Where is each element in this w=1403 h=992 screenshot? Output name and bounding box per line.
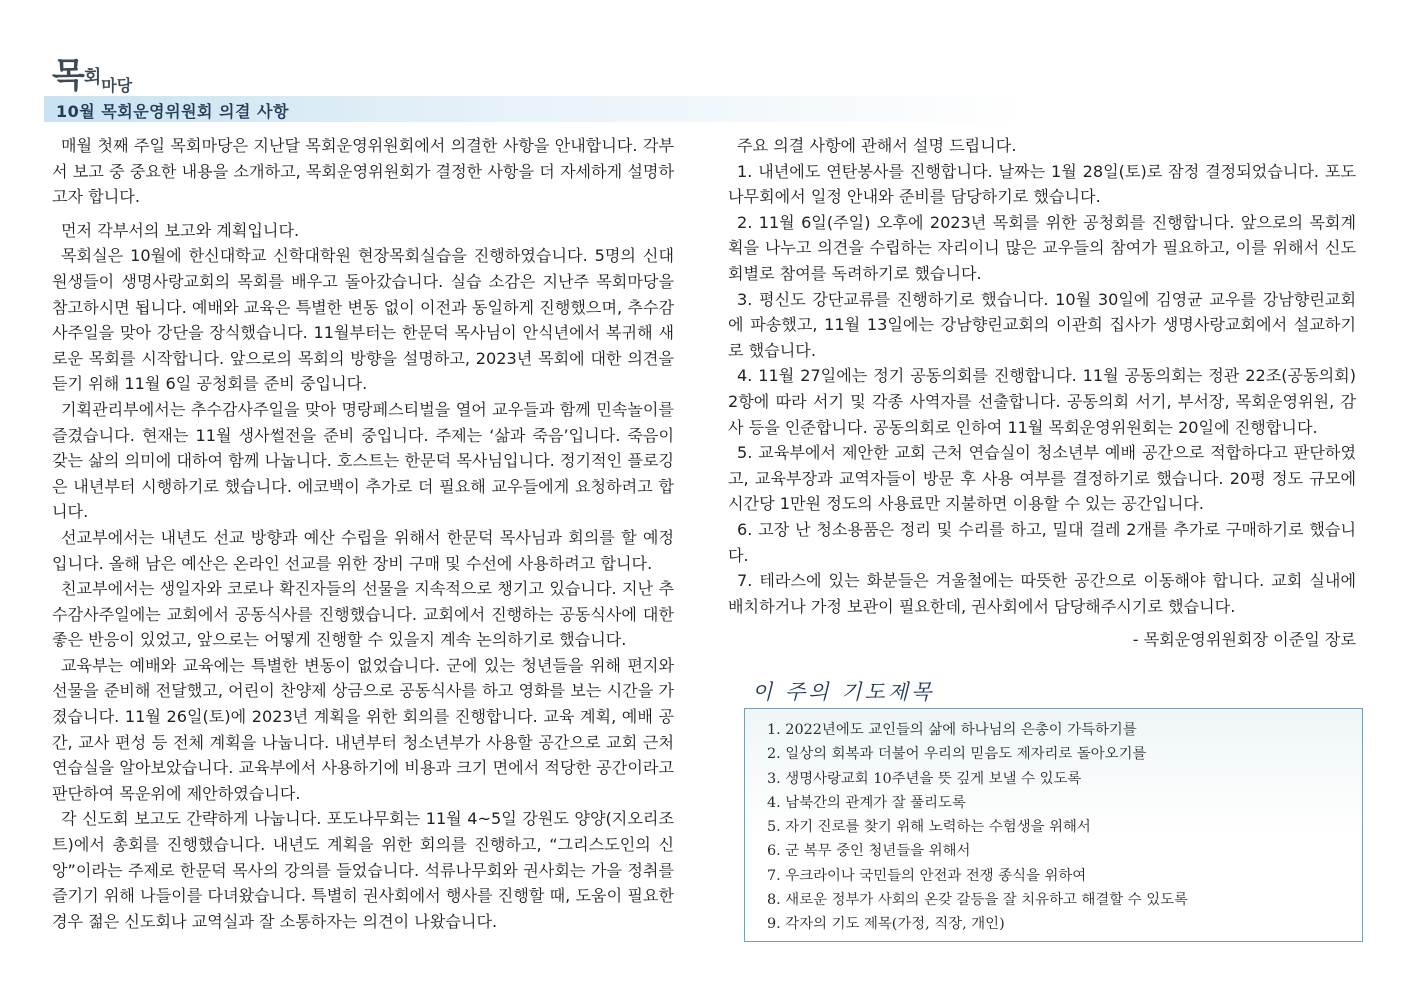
prayer-item: 9. 각자의 기도 제목(가정, 직장, 개인) xyxy=(767,916,1005,933)
resolution-item: 2. 11월 6일(주일) 오후에 2023년 목회를 위한 공청회를 진행합니다. 앞으로의 목회계획을 나누고 의견을 수립하는 자리이니 많은 교우들의 참여가 필요하고, 이를 위해서 신도회별로 참여를 독려하기로 했습니다. xyxy=(728,212,1356,283)
resolution-item: 6. 고장 난 청소용품은 정리 및 수리를 하고, 밀대 걸레 2개를 추가로 구매하기로 했습니다. xyxy=(728,519,1356,565)
paragraph-fellowship-groups: 각 신도회 보고도 간략하게 나눕니다. 포도나무회는 11월 4~5일 강원도 양양(지오리조트)에서 총회를 진행했습니다. 내년도 계획을 위한 회의를 진행하고, “그리스도인의 신앙”이라는 주제로 한문덕 목사의 강의를 들었습니다. 석류나무회와 권사회는 가을 정취를 즐기기 위해 나들이를 다녀왔습니다. 특별히 권사회에서 행사를 진행할 때, 도움이 필요한 경우 젊은 신도회나 교역실과 잘 소통하자는 의견이 나왔습니다. xyxy=(52,809,674,931)
paragraph-education-dept: 교육부는 예배와 교육에는 특별한 변동이 없었습니다. 군에 있는 청년들을 위해 편지와 선물을 준비해 전달했고, 어린이 찬양제 상금으로 공동식사를 하고 영화를 보는 시간을 가졌습니다. 11월 26일(토)에 2023년 계획을 위한 회의를 진행합니다. 교육 계획, 예배 공간, 교사 편성 등 전체 계획을 나눕니다. 내년부터 청소년부가 사용할 공간으로 교회 근처 연습실을 알아보았습니다. 교육부에서 사용하기에 비용과 크기 면에서 적당한 공간이라고 판단하여 목운위에 제안하였습니다. xyxy=(52,655,674,803)
prayer-list xyxy=(767,718,1188,937)
prayer-item: 5. 자기 진로를 찾기 위해 노력하는 수험생을 위해서 xyxy=(767,819,1091,836)
prayer-item: 2. 일상의 회복과 더불어 우리의 믿음도 제자리로 돌아오기를 xyxy=(767,746,1147,763)
prayer-item: 4. 남북간의 관계가 잘 풀리도록 xyxy=(767,794,966,811)
prayer-box xyxy=(744,708,1363,942)
section-logo xyxy=(52,48,132,97)
left-column xyxy=(52,133,674,934)
paragraph-fellowship-dept: 친교부에서는 생일자와 코로나 확진자들의 선물을 지속적으로 챙기고 있습니다. 지난 추수감사주일에는 교회에서 공동식사를 진행했습니다. 교회에서 진행하는 공동식사에 대한 좋은 반응이 있었고, 앞으로는 어떻게 진행할 수 있을지 계속 논의하기로 했습니다. xyxy=(52,579,674,650)
resolutions-intro: 주요 의결 사항에 관해서 설명 드립니다. xyxy=(737,136,1017,155)
prayer-item: 3. 생명사랑교회 10주년을 뜻 깊게 보낼 수 있도록 xyxy=(767,770,1082,787)
paragraph-intro: 매월 첫째 주일 목회마당은 지난달 목회운영위원회에서 의결한 사항을 안내합니다. 각부서 보고 중 중요한 내용을 소개하고, 목회운영위원회가 결정한 사항을 더 자세하게 설명하고자 합니다. xyxy=(52,136,674,207)
right-column xyxy=(728,133,1356,653)
signature: - 목회운영위원회장 이준일 장로 xyxy=(1132,630,1356,650)
prayer-item: 8. 새로운 정부가 사회의 온갖 갈등을 잘 치유하고 해결할 수 있도록 xyxy=(767,892,1188,909)
prayer-item: 1. 2022년에도 교인들의 삶에 하나님의 은총이 가득하기를 xyxy=(767,722,1137,738)
title-bar xyxy=(44,96,1360,122)
resolution-item: 1. 내년에도 연탄봉사를 진행합니다. 날짜는 1월 28일(토)로 잠정 결정되었습니다. 포도나무회에서 일정 안내와 준비를 담당하기로 했습니다. xyxy=(728,161,1356,207)
resolution-item: 4. 11월 27일에는 정기 공동의회를 진행합니다. 11월 공동의회는 정관 22조(공동의회) 2항에 따라 서기 및 각종 사역자를 선출합니다. 공동의회 서기, 부서장, 목회운영위원, 감사 등을 인준합니다. 공동의회로 인하여 11월 목회운영위원회는 20일에 진행합니다. xyxy=(728,366,1356,437)
resolution-item: 5. 교육부에서 제안한 교회 근처 연습실이 청소년부 예배 공간으로 적합하다고 판단하였고, 교육부장과 교역자들이 방문 후 사용 여부를 결정하기로 했습니다. 20평 정도 규모에 시간당 1만원 정도의 사용료만 지불하면 이용할 수 있는 공간입니다. xyxy=(728,443,1356,514)
prayer-item: 6. 군 복무 중인 청년들을 위해서 xyxy=(767,843,971,860)
paragraph-mission-dept: 선교부에서는 내년도 선교 방향과 예산 수립을 위해서 한문덕 목사님과 회의를 할 예정입니다. 올해 남은 예산은 온라인 선교를 위한 장비 구매 및 수선에 사용하려고 합니다. xyxy=(52,527,674,573)
paragraph-pastoral-office: 목회실은 10월에 한신대학교 신학대학원 현장목회실습을 진행하였습니다. 5명의 신대원생들이 생명사랑교회의 목회를 배우고 돌아갔습니다. 실습 소감은 지난주 목회마당을 참고하시면 됩니다. 예배와 교육은 특별한 변동 없이 이전과 동일하게 진행했으며, 추수감사주일을 맞아 강단을 장식했습니다. 11월부터는 한문덕 목사님이 안식년에서 복귀해 새로운 목회를 시작합니다. 앞으로의 목회의 방향을 설명하고, 2023년 목회에 대한 의견을 듣기 위해 11월 6일 공청회를 준비 중입니다. xyxy=(52,246,674,394)
resolution-item: 3. 평신도 강단교류를 진행하기로 했습니다. 10월 30일에 김영균 교우를 강남향린교회에 파송했고, 11월 13일에는 강남향린교회의 이관희 집사가 생명사랑교회에서 설교하기로 했습니다. xyxy=(728,289,1356,360)
paragraph-reports-lead: 먼저 각부서의 보고와 계획입니다. xyxy=(61,220,300,240)
page-title: 10월 목회운영위원회 의결 사항 xyxy=(56,102,289,121)
paragraph-planning-dept: 기획관리부에서는 추수감사주일을 맞아 명랑페스티벌을 열어 교우들과 함께 민속놀이를 즐겼습니다. 현재는 11월 생사썰전을 준비 중입니다. 주제는 ‘삶과 죽음’입니다. 죽음이 갖는 삶의 의미에 대하여 함께 나눕니다. 호스트는 한문덕 목사님입니다. 정기적인 플로깅은 내년부터 시행하기로 했습니다. 에코백이 추가로 더 필요해 교우들에게 요청하려고 합니다. xyxy=(52,399,674,522)
logo-big-char: 목 xyxy=(52,56,84,96)
resolution-item: 7. 테라스에 있는 화분들은 겨울철에는 따뜻한 공간으로 이동해야 합니다. 교회 실내에 배치하거나 가정 보관이 필요한데, 권사회에서 담당해주시기로 했습니다. xyxy=(728,571,1356,616)
prayer-title: 이 주의 기도제목 xyxy=(752,680,935,704)
logo-mid-char: 회 xyxy=(83,67,102,88)
logo-small-text: 마당 xyxy=(101,76,133,95)
prayer-item: 7. 우크라이나 국민들의 안전과 전쟁 종식을 위하여 xyxy=(767,867,1087,884)
